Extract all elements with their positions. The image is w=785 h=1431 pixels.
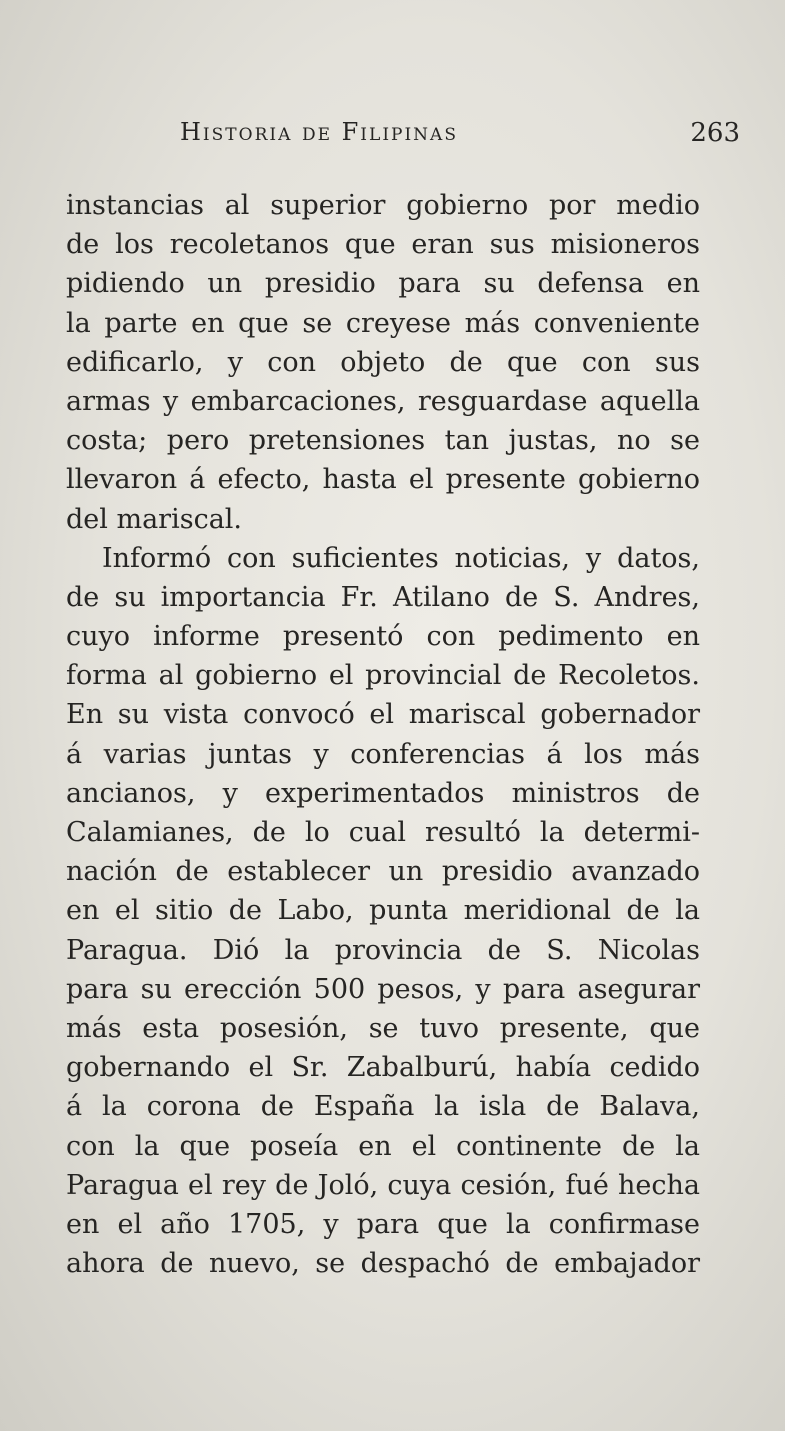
text-line: pidiendo un presidio para su defensa en [66, 268, 700, 300]
text-line: á la corona de España la isla de Balava, [66, 1091, 700, 1123]
text-line: la parte en que se creyese más conveniente [66, 307, 700, 339]
text-line: Calamianes, de lo cual resultó la determi- [66, 817, 700, 848]
page-header [180, 118, 740, 158]
text-line: edificarlo, y con objeto de que con sus [66, 346, 700, 378]
text-line: ahora de nuevo, se despachó de embajador [66, 1248, 700, 1280]
text-line: más esta posesión, se tuvo presente, que [66, 1012, 700, 1044]
body-text [66, 186, 700, 1283]
text-line: Paragua. Dió la provincia de S. Nicolas [66, 934, 700, 966]
text-line: de su importancia Fr. Atilano de S. Andres, [66, 581, 700, 613]
text-line: del mariscal. [66, 503, 243, 535]
text-line: Informó con suficientes noticias, y datos, [102, 542, 700, 574]
text-line: gobernando el Sr. Zabalburú, había cedido [66, 1052, 700, 1084]
text-line: costa; pero pretensiones tan justas, no se [66, 425, 700, 457]
text-line: cuyo informe presentó con pedimento en [66, 621, 700, 653]
text-line: ancianos, y experimentados ministros de [66, 777, 700, 809]
paragraphs [66, 186, 700, 1283]
paragraph [66, 186, 700, 539]
page-number: 263 [690, 118, 740, 148]
text-line: á varias juntas y conferencias á los más [66, 738, 700, 770]
running-head: Historia de Filipinas [180, 118, 458, 146]
paragraph [66, 539, 700, 1284]
text-line: forma al gobierno el provincial de Recoletos. [66, 660, 700, 692]
text-line: armas y embarcaciones, resguardase aquella [66, 385, 700, 417]
text-line: con la que poseía en el continente de la [66, 1130, 700, 1162]
text-line: para su erección 500 pesos, y para asegurar [66, 973, 700, 1005]
text-line: llevaron á efecto, hasta el presente gobierno [66, 464, 700, 496]
text-line: En su vista convocó el mariscal gobernador [66, 699, 700, 731]
text-line: Paragua el rey de Joló, cuya cesión, fué hecha [66, 1169, 700, 1201]
text-line: instancias al superior gobierno por medio [66, 190, 700, 221]
text-line: en el sitio de Labo, punta meridional de la [66, 895, 700, 927]
text-line: en el año 1705, y para que la confirmase [66, 1208, 700, 1240]
text-line: nación de establecer un presidio avanzado [66, 856, 700, 888]
text-line: de los recoletanos que eran sus misioneros [66, 229, 700, 261]
